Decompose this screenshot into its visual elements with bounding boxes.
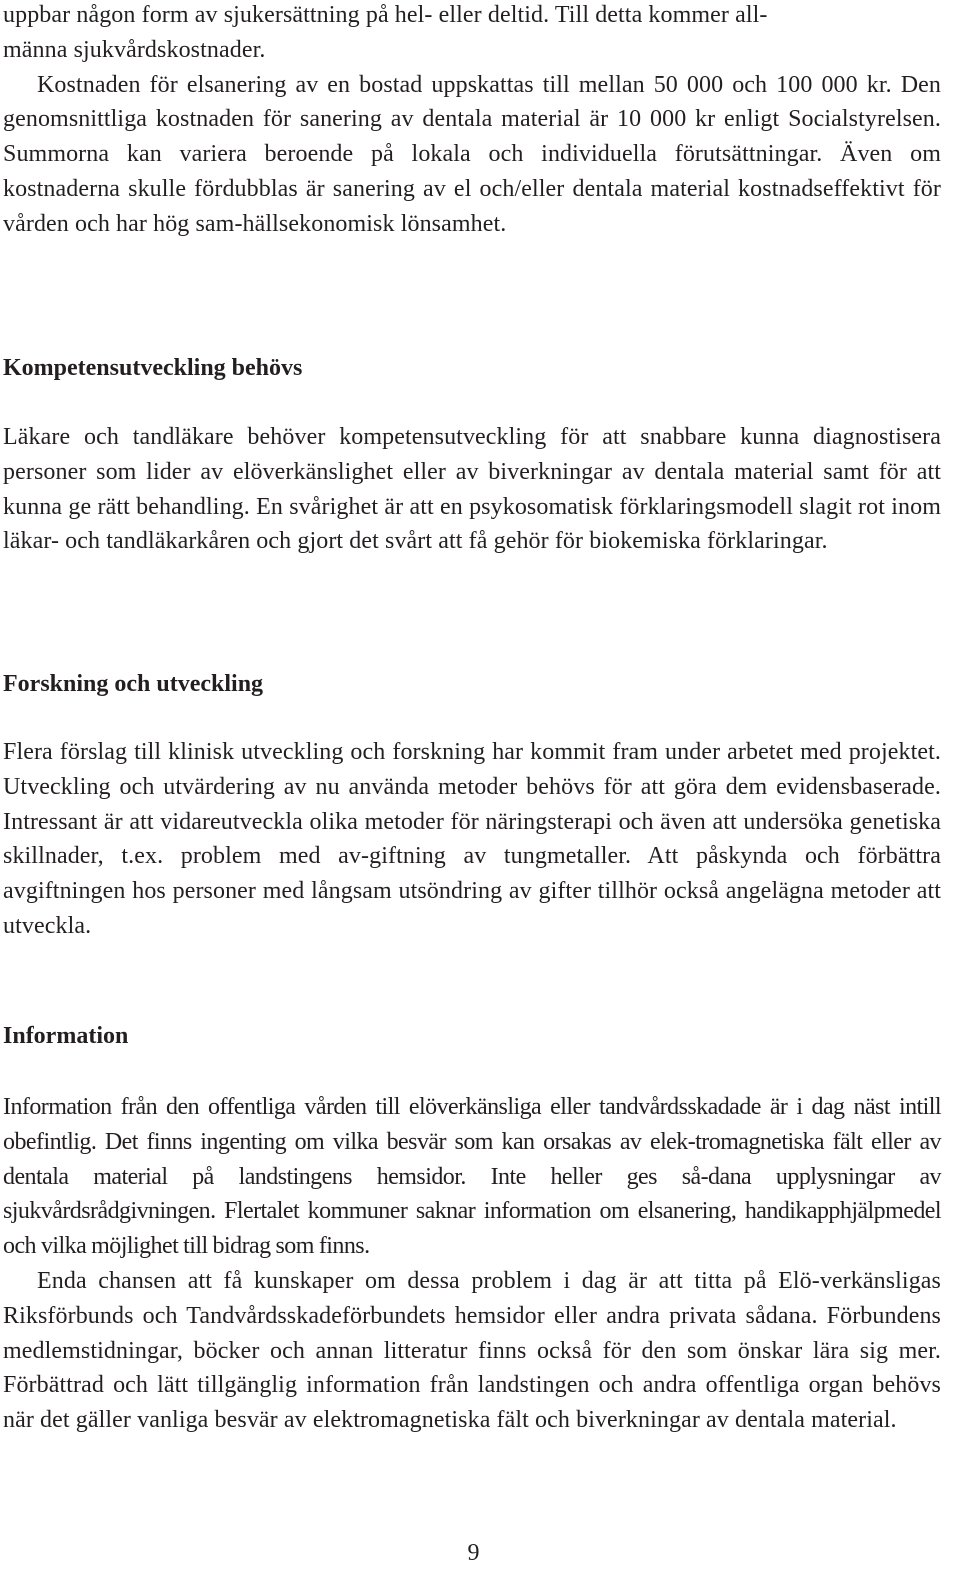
section-heading-competence: Kompetensutveckling behövs [3,355,303,381]
research-paragraph: Flera förslag till klinisk utveckling och forskning har kommit fram under arbetet med projektet. Utveckling och utvärdering av nu använda metoder behövs för att göra dem evidensbaserade. Intressant är att vidareutveckla olika metoder för näringsterapi och även att undersöka genetiska skillnader, t.ex. problem med av-giftning av tungmetaller. Att påskynda och förbättra avgiftningen hos personer med långsam utsöndring av gifter tillhör också angelägna metoder att utveckla. [3,739,941,939]
competence-paragraph: Läkare och tandläkare behöver kompetensutveckling för att snabbare kunna diagnostisera personer som lider av elöverkänslighet eller av biverkningar av dentala material samt för att kunna ge rätt behandling. En svårighet är att en psykosomatisk förklaringsmodell slagit rot inom läkar- och tandläkarkåren och gjort det svårt att få gehör för biokemiska förklaringar. [3,424,941,555]
information-paragraph-1: Information från den offentliga vården till elöverkänsliga eller tandvårdsskadade är i dag näst intill obefintlig. Det finns ingenting om vilka besvär som kan orsakas av elek-tromagnetiska fält eller av dentala material på landstingens hemsidor. Inte heller ges så-dana upplysningar av sjukvårdsrådgivningen. Flertalet kommuner saknar information om elsanering, handikapphjälpmedel och vilka möjlighet till bidrag som finns. [3,1094,941,1260]
page-number: 9 [467,1540,480,1566]
section-heading-information: Information [3,1023,129,1049]
intro-line-2: männa sjukvårdskostnader. [3,36,266,63]
intro-line-1: uppbar någon form av sjukersättning på hel- eller deltid. Till detta kommer all- [3,2,768,28]
section-body-competence [3,420,941,559]
information-paragraph-2: Enda chansen att få kunskaper om dessa problem i dag är att titta på Elö-verkänsligas Riksförbunds och Tandvårdsskadeförbundets hemsidor eller andra privata sådana. Förbundens medlemstidningar, böcker och annan litteratur finns också för den som önskar lära sig mer. Förbättrad och lätt tillgänglig information från landstingen och andra offentliga organ behövs när det gäller vanliga besvär av elektromagnetiska fält och biverkningar av dentala material. [3,1267,941,1434]
section-heading-research: Forskning och utveckling [3,671,264,697]
section-body-research [3,735,941,944]
intro-paragraph-1 [3,0,941,68]
section-body-information [3,1090,941,1438]
intro-text [3,0,941,242]
intro-paragraph-2: Kostnaden för elsanering av en bostad uppskattas till mellan 50 000 och 100 000 kr. Den genomsnittliga kostnaden för sanering av dentala material är 10 000 kr enligt Socialstyrelsen. Summorna kan variera beroende på lokala och individuella förutsättningar. Även om kostnaderna skulle fördubblas är sanering av el och/eller dentala material kostnadseffektivt för vården och har hög sam-hällsekonomisk lönsamhet. [3,71,941,237]
